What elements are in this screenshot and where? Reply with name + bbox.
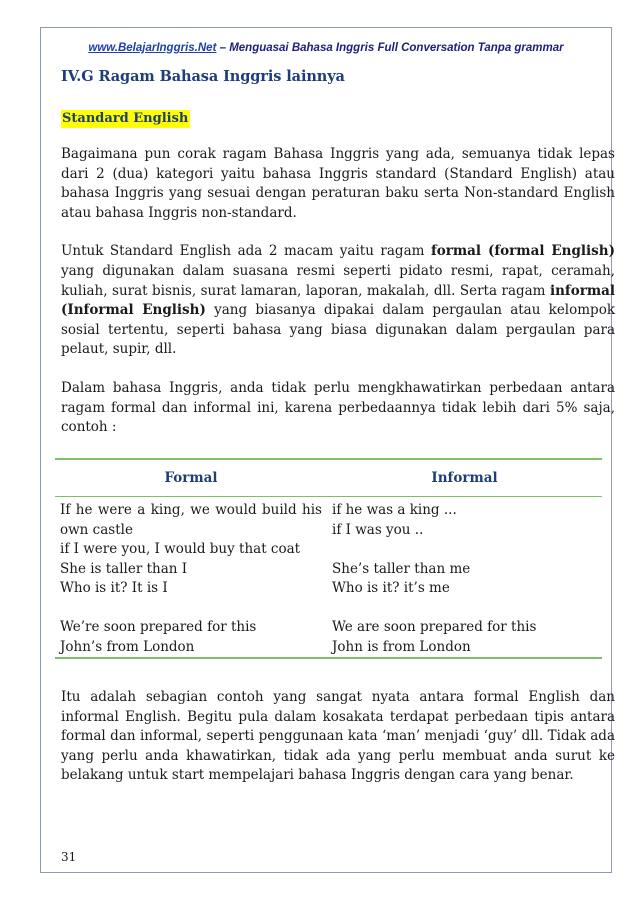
formal-informal-table	[55, 458, 602, 659]
paragraph-standard-english	[61, 242, 615, 360]
table-row	[55, 579, 602, 599]
informal-cell: We are soon prepared for this	[332, 619, 537, 635]
formal-cell: if I were you, I would buy that coat	[60, 541, 301, 557]
main-content	[61, 68, 615, 438]
informal-cell	[327, 540, 602, 560]
paragraph-difference: Dalam bahasa Inggris, anda tidak perlu mengkhawatirkan perbedaan antara ragam formal dan informal ini, karena perbedaannya tidak lebih dari 5% saja, contoh :	[61, 379, 615, 436]
formal-cell: John’s from London	[55, 638, 327, 659]
standard-english-heading: Standard English	[62, 111, 189, 126]
table-row	[55, 540, 602, 560]
table-row	[55, 560, 602, 580]
page-header	[40, 42, 612, 54]
formal-cell: If he were a king, we would build his own castle	[60, 502, 322, 538]
paragraph-intro: Bagaimana pun corak ragam Bahasa Inggris yang ada, semuanya tidak lepas dari 2 (dua) kategori yaitu bahasa Inggris standard (Standard English) atau bahasa Inggris yang sesuai dengan peraturan baku serta Non-standard English atau bahasa Inggris non-standard.	[61, 146, 615, 221]
formal-cell: Who is it? It is I	[60, 580, 168, 596]
table-row	[55, 599, 602, 619]
header-informal: Informal	[327, 459, 602, 497]
informal-cell	[327, 599, 602, 619]
header-site-link[interactable]: www.BelajarInggris.Net	[88, 42, 217, 54]
table-row	[55, 497, 602, 541]
p2-informal-term: informal (Informal English)	[61, 282, 615, 319]
table-row	[55, 638, 602, 659]
formal-cell: We’re soon prepared for this	[60, 619, 257, 635]
informal-cell: John is from London	[327, 638, 602, 659]
paragraph-conclusion: Itu adalah sebagian contoh yang sangat nyata antara formal English dan informal English. Begitu pula dalam kosakata terdapat perbedaan tipis antara formal dan informal, seperti penggunaan kata ‘man’ menjadi ‘guy’ dll. Tidak ada yang perlu anda khawatirkan, tidak ada yang perlu membuat anda surut ke belakang untuk start mempelajari bahasa Inggris dengan cara yang benar.	[61, 689, 615, 784]
header-tagline: – Menguasai Bahasa Inggris Full Conversation Tanpa grammar	[216, 42, 564, 54]
table-row	[55, 618, 602, 638]
informal-cell: if he was a king ... if I was you ..	[332, 502, 457, 538]
page-number: 31	[61, 850, 77, 864]
informal-cell: Who is it? it’s me	[332, 580, 450, 596]
p2-text-a: Untuk Standard English ada 2 macam yaitu ragam	[61, 243, 431, 260]
informal-cell: She’s taller than me	[332, 560, 471, 577]
p2-text-e: yang biasanya dipakai dalam pergaulan atau kelompok sosial tertentu, seperti bahasa yang biasa digunakan dalam pergaulan para pelaut, supir, dll.	[61, 302, 616, 358]
table-header-row	[55, 459, 602, 497]
formal-cell: She is taller than I	[60, 560, 188, 577]
p2-text-c: yang digunakan dalam suasana resmi seperti pidato resmi, rapat, ceramah, kuliah, surat bisnis, surat lamaran, laporan, makalah, dll. Serta ragam	[61, 262, 615, 299]
section-title: IV.G Ragam Bahasa Inggris lainnya	[61, 68, 345, 85]
formal-cell	[55, 599, 327, 619]
header-formal: Formal	[55, 459, 327, 497]
p2-formal-term: formal (formal English)	[430, 243, 615, 260]
